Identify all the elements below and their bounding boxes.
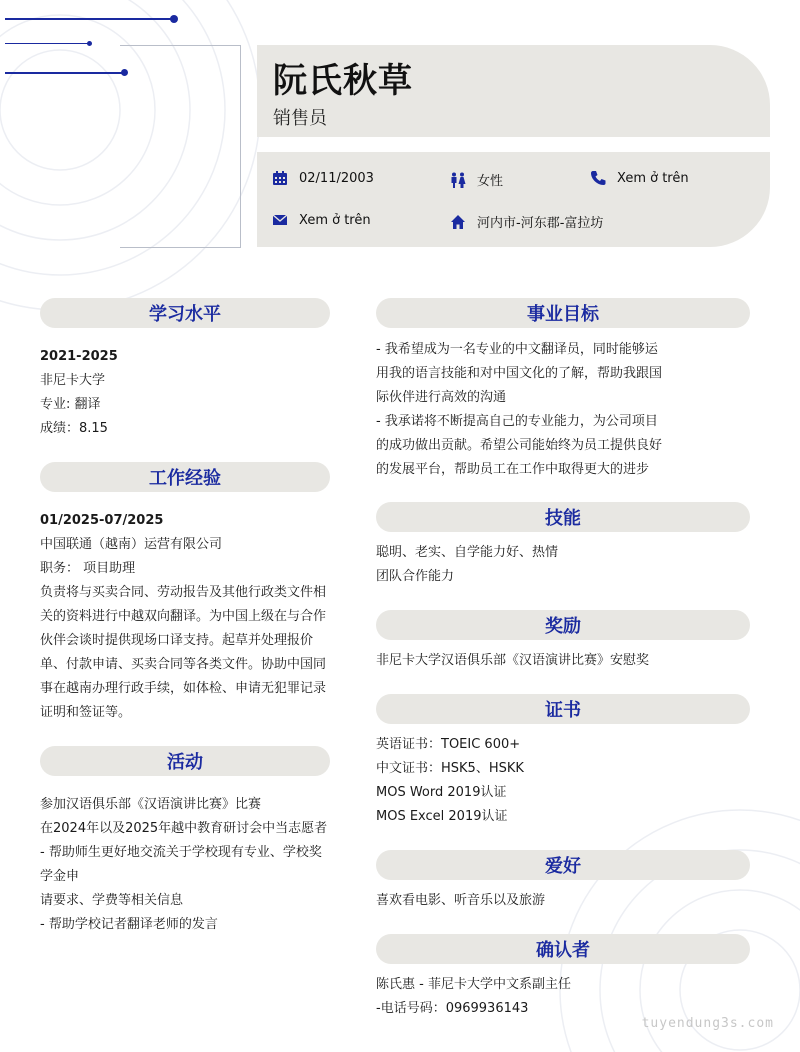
work-desc-line: 单、付款申请、买卖合同等各类文件。协助中国同 — [40, 657, 327, 672]
address-item — [450, 212, 603, 231]
objective-section-title: 事业目标 — [376, 298, 750, 328]
decor-line-3 — [5, 72, 125, 74]
decor-line-1 — [5, 18, 173, 20]
phone-icon — [590, 170, 606, 186]
decor-line-2 — [5, 43, 90, 44]
work-position: 职务： 项目助理 — [40, 561, 136, 576]
work-section-title: 工作经验 — [40, 462, 330, 492]
phone-item — [590, 170, 689, 186]
certificates-section-title: 证书 — [376, 694, 750, 724]
objective-line: 的发展平台，帮助员工在工作中取得更大的进步 — [376, 462, 650, 477]
skill-line: 团队合作能力 — [376, 569, 455, 584]
objective-line: 的成功做出贡献。希望公司能始终为员工提供良好 — [376, 438, 663, 453]
education-school: 非尼卡大学 — [40, 373, 106, 388]
award-line: 非尼卡大学汉语俱乐部《汉语演讲比赛》安慰奖 — [376, 653, 650, 668]
objective-line: - 我承诺将不断提高自己的专业能力，为公司项目 — [376, 414, 658, 429]
work-desc-line: 关的资料进行中越双向翻译。为中国上级在与合作 — [40, 609, 327, 624]
awards-section-title: 奖励 — [376, 610, 750, 640]
decor-dot-2 — [87, 41, 92, 46]
objective-line: 用我的语言技能和对中国文化的了解，帮助我跟国 — [376, 366, 663, 381]
education-section-title: 学习水平 — [40, 298, 330, 328]
skill-line: 聪明、老实、自学能力好、热情 — [376, 545, 559, 560]
calendar-icon — [272, 170, 288, 186]
objective-line: - 我希望成为一名专业的中文翻译员，同时能够运 — [376, 342, 658, 357]
address-value: 河内市-河东郡-富拉坊 — [477, 216, 604, 231]
home-icon — [450, 214, 466, 230]
certificate-line: MOS Word 2019认证 — [376, 785, 507, 800]
education-score: 成绩：8.15 — [40, 421, 108, 436]
work-desc-line: 事在越南办理行政手续，如体检、申请无犯罪记录 — [40, 681, 327, 696]
work-company: 中国联通（越南）运营有限公司 — [40, 537, 223, 552]
activity-line: 请要求、学费等相关信息 — [40, 893, 184, 908]
contact-info-panel — [257, 152, 770, 247]
work-period: 01/2025-07/2025 — [40, 513, 164, 528]
work-desc-line: 证明和签证等。 — [40, 705, 132, 720]
activity-line: - 帮助学校记者翻译老师的发言 — [40, 917, 218, 932]
photo-frame — [120, 45, 241, 248]
skills-section-title: 技能 — [376, 502, 750, 532]
dob-value: 02/11/2003 — [299, 170, 374, 186]
hobby-line: 喜欢看电影、听音乐以及旅游 — [376, 893, 546, 908]
email-item — [272, 212, 371, 228]
education-period: 2021-2025 — [40, 349, 118, 364]
work-desc-line: 伙伴会谈时提供现场口译支持。起草并处理报价 — [40, 633, 314, 648]
phone-value: Xem ở trên — [617, 170, 689, 186]
mail-icon — [272, 212, 288, 228]
gender-icon — [450, 172, 466, 188]
activities-section-title: 活动 — [40, 746, 330, 776]
activity-line: 学金申 — [40, 869, 80, 884]
work-desc-line: 负责将与买卖合同、劳动报告及其他行政类文件相 — [40, 585, 327, 600]
reference-line: 陈氏惠 - 菲尼卡大学中文系副主任 — [376, 977, 571, 992]
photo-frame-top — [120, 45, 240, 46]
activity-line: 参加汉语俱乐部《汉语演讲比赛》比赛 — [40, 797, 262, 812]
certificate-line: 英语证书：TOEIC 600+ — [376, 737, 521, 752]
candidate-role: 销售员 — [273, 108, 327, 129]
education-major: 专业: 翻译 — [40, 397, 101, 412]
reference-line: -电话号码：0969936143 — [376, 1001, 529, 1016]
certificate-line: 中文证书：HSK5、HSKK — [376, 761, 524, 776]
watermark: tuyendung3s.com — [641, 1016, 774, 1031]
reference-section-title: 确认者 — [376, 934, 750, 964]
activity-line: 在2024年以及2025年越中教育研讨会中当志愿者 — [40, 821, 328, 836]
email-value: Xem ở trên — [299, 212, 371, 228]
gender-item — [450, 170, 503, 189]
gender-value: 女性 — [477, 174, 504, 189]
decor-dot-1 — [170, 15, 178, 23]
certificate-line: MOS Excel 2019认证 — [376, 809, 508, 824]
objective-line: 际伙伴进行高效的沟通 — [376, 390, 507, 405]
hobbies-section-title: 爱好 — [376, 850, 750, 880]
activity-line: - 帮助师生更好地交流关于学校现有专业、学校奖 — [40, 845, 322, 860]
dob-item — [272, 170, 374, 186]
candidate-name: 阮氏秋草 — [273, 61, 413, 101]
